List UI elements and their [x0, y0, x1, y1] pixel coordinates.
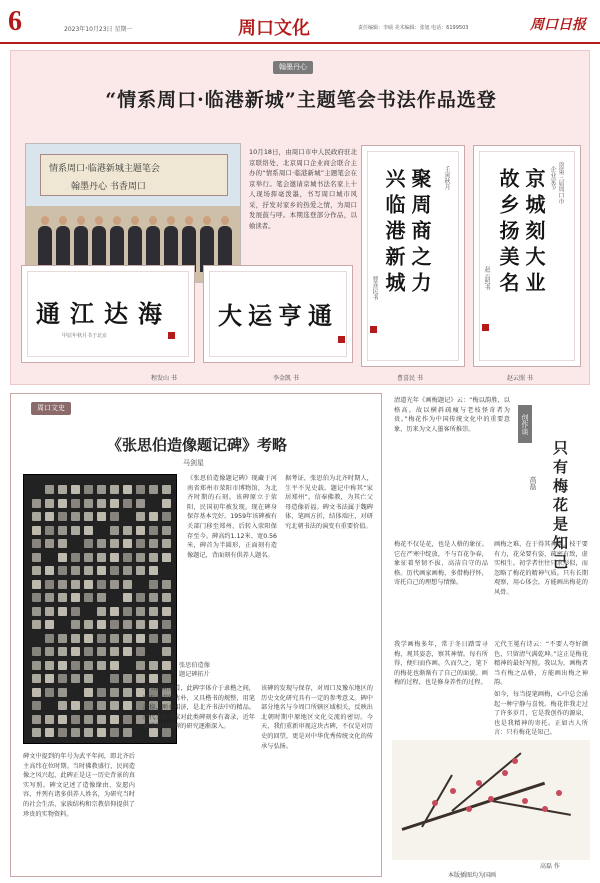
rubbing-glyph	[32, 688, 41, 697]
rubbing-glyph	[84, 485, 93, 494]
rubbing-glyph	[45, 566, 54, 575]
rubbing-glyph	[123, 593, 132, 602]
rubbing-glyph	[97, 620, 106, 629]
rubbing-glyph	[136, 512, 145, 521]
painting-credit: 高磊 作	[540, 863, 560, 870]
rubbing-glyph	[71, 607, 80, 616]
rubbing-glyph	[162, 607, 171, 616]
rubbing-glyph	[110, 634, 119, 643]
feature-tag: 翰墨丹心	[273, 61, 313, 74]
rubbing-glyph	[58, 715, 67, 724]
rubbing-glyph	[97, 647, 106, 656]
rubbing-glyph	[162, 553, 171, 562]
calligraphy-work-zhao	[473, 145, 581, 367]
section-title: 周口文化	[238, 18, 310, 39]
rubbing-glyph	[58, 674, 67, 683]
rubbing-glyph	[110, 485, 119, 494]
rubbing-glyph	[162, 674, 171, 683]
rubbing-glyph	[45, 512, 54, 521]
work-zhao-credit: 赵云照 书	[507, 375, 533, 382]
rubbing-glyph	[58, 539, 67, 548]
essay-paragraph: 《张思伯造像题记碑》现藏于河南省郑州市荥阳市博物馆，为北齐时期的石刻。该碑原立于荥阳，民国初年被发现，现在碑身保存基本完好。1959年该碑被有关部门移至郑州，后转入荥阳保存至今。碑高约1.12米、宽0.56米，碑首为半圆形，正面刻有造像题记，背面刻有供养人题名。	[187, 475, 277, 559]
rubbing-glyph	[58, 728, 67, 737]
rubbing-glyph	[58, 688, 67, 697]
rubbing-glyph	[84, 688, 93, 697]
rubbing-glyph	[97, 634, 106, 643]
plum-blossom-painting	[392, 740, 590, 860]
rubbing-glyph	[162, 499, 171, 508]
calligraphy-work-li	[203, 265, 353, 363]
essay-author: 马剑星	[183, 459, 204, 467]
sidebar-paragraph: 元代王冕有诗云：“不要人夸好颜色，只留清气满乾坤。”这正是梅花精神的最好写照。我以为，画梅者当有梅之品格，方能画出梅之神韵。	[494, 641, 588, 686]
rubbing-glyph	[149, 485, 158, 494]
rubbing-glyph	[32, 674, 41, 683]
rubbing-glyph	[123, 688, 132, 697]
rubbing-glyph	[123, 566, 132, 575]
rubbing-glyph	[32, 499, 41, 508]
seal-icon	[338, 336, 345, 343]
sidebar-title: 只有梅花是知己	[551, 440, 569, 573]
rubbing-glyph	[71, 674, 80, 683]
rubbing-glyph	[110, 539, 119, 548]
rubbing-glyph	[123, 526, 132, 535]
rubbing-glyph	[32, 539, 41, 548]
rubbing-glyph	[58, 701, 67, 710]
rubbing-glyph	[97, 539, 106, 548]
work-zhao-inscription-3: 赵云照书	[483, 266, 490, 290]
sidebar-paragraph: 梅花不仅是花，也是人格的象征。它在严寒中绽放，不与百花争春，象征着坚韧不拔、高洁自守的品格。历代画家画梅，多借梅抒怀，寄托自己的理想与情操。	[394, 541, 488, 587]
publication-date: 2023年10月23日 星期一	[64, 26, 133, 33]
photo-banner-line-2: 翰墨丹心 书香周口	[71, 182, 146, 192]
rubbing-glyph	[84, 715, 93, 724]
rubbing-glyph	[97, 485, 106, 494]
rubbing-glyph	[58, 634, 67, 643]
feature-intro: 10月18日，由周口市中人民政府驻北京联络处、北京周口企业商会联合主办的“情系周口·临港新城”主题笔会在京举行。笔会邀请京城书法名家上十人现场挥毫泼墨，书写周口城市风采，抒发对家乡的热爱之情，为周口发展鼓与呼。本期选登部分作品，以飨读者。	[249, 148, 357, 230]
rubbing-glyph	[97, 688, 106, 697]
rubbing-glyph	[110, 715, 119, 724]
editor-info: 责任编辑：李硕 美术编辑：张旭 电话：6199503	[358, 25, 469, 31]
rubbing-glyph	[71, 485, 80, 494]
sidebar-tag: 创作谈	[518, 405, 532, 443]
essay-block	[10, 393, 382, 877]
rubbing-glyph	[123, 580, 132, 589]
rubbing-glyph	[97, 661, 106, 670]
rubbing-glyph	[136, 634, 145, 643]
rubbing-glyph	[110, 553, 119, 562]
feature-block	[10, 50, 590, 385]
rubbing-glyph	[123, 553, 132, 562]
rubbing-glyph	[45, 607, 54, 616]
rubbing-glyph	[123, 674, 132, 683]
rubbing-glyph	[110, 647, 119, 656]
rubbing-glyph	[71, 526, 80, 535]
essay-paragraph: 据考证，张思伯为北齐时期人，生平不见史载。题记中称其“家居郑州”，信奉佛教，为其亡父母造像祈福。碑文书法属于魏碑体，笔画方折，结体端庄，对研究北朝书法的演变有重要价值。	[285, 475, 373, 530]
rubbing-glyph	[45, 485, 54, 494]
work-cao-inscription-2: 曹喜民书	[371, 276, 378, 300]
rubbing-glyph	[84, 728, 93, 737]
rubbing-glyph	[71, 728, 80, 737]
rubbing-glyph	[149, 512, 158, 521]
rubbing-glyph	[32, 580, 41, 589]
rubbing-glyph	[162, 634, 171, 643]
masthead-rule	[0, 42, 600, 44]
essay-paragraph: 该碑的发现与保存，对周口及豫东地区的历史文化研究具有一定的参考意义。碑中部分地名与今周口所辖区域相关，反映出北朝时期中原地区文化交流的密切。今天，我们重新审视这块古碑，不仅是对历史的回望，更是对中华优秀传统文化的传承与弘扬。	[261, 685, 373, 750]
rubbing-glyph	[32, 526, 41, 535]
rubbing-glyph	[136, 593, 145, 602]
rubbing-glyph	[149, 539, 158, 548]
rubbing-glyph	[71, 715, 80, 724]
rubbing-glyph	[136, 647, 145, 656]
rubbing-glyph	[45, 593, 54, 602]
rubbing-glyph	[162, 647, 171, 656]
rubbing-glyph	[136, 674, 145, 683]
rubbing-glyph	[97, 593, 106, 602]
rubbing-glyph	[71, 647, 80, 656]
rubbing-glyph	[84, 620, 93, 629]
feature-headline: “情系周口·临港新城”主题笔会书法作品选登	[105, 89, 497, 111]
sidebar-paragraph: 我学画梅多年，常于冬日踏雪寻梅，观其姿态，察其神情。每有所得，便归而作画。久而久之，笔下的梅花也渐渐有了自己的面貌。画梅的过程，也是修身养性的过程。	[394, 641, 488, 687]
rubbing-glyph	[45, 580, 54, 589]
rubbing-glyph	[149, 593, 158, 602]
sidebar-paragraph: 画梅之难，在于得其神韵。枝干要有力，花朵要有姿，疏密有致，虚实相生。初学者往往只求形似，而忽略了梅花的精神气质。只有长期观察，用心体会，方能画出梅花的风骨。	[494, 541, 588, 596]
rubbing-glyph	[123, 634, 132, 643]
rubbing-glyph	[58, 526, 67, 535]
rubbing-glyph	[71, 701, 80, 710]
rubbing-glyph	[123, 607, 132, 616]
rubbing-glyph	[123, 620, 132, 629]
rubbing-glyph	[136, 661, 145, 670]
rubbing-glyph	[58, 661, 67, 670]
rubbing-glyph	[45, 539, 54, 548]
work-zhao-line-1: 京城刻大业	[522, 168, 546, 298]
essay-tag: 周口文史	[31, 402, 71, 415]
rubbing-glyph	[149, 526, 158, 535]
rubbing-glyph	[71, 661, 80, 670]
work-cheng-text: 通江达海	[36, 299, 172, 328]
rubbing-glyph	[84, 526, 93, 535]
rubbing-glyph	[58, 580, 67, 589]
rubbing-glyph	[149, 620, 158, 629]
rubbing-glyph	[110, 526, 119, 535]
rubbing-glyph	[149, 634, 158, 643]
rubbing-glyph	[97, 580, 106, 589]
rubbing-glyph	[71, 512, 80, 521]
rubbing-glyph	[58, 499, 67, 508]
rubbing-glyph	[97, 553, 106, 562]
work-cheng-inscription: 甲辰年秋月书于北京	[62, 333, 108, 339]
work-cao-line-2: 兴临港新城	[382, 168, 406, 298]
work-cao-credit: 曹喜民 书	[397, 375, 423, 382]
rubbing-glyph	[123, 499, 132, 508]
rubbing-glyph	[58, 485, 67, 494]
rubbing-glyph	[32, 661, 41, 670]
calligraphy-work-cao	[361, 145, 465, 367]
rubbing-glyph	[136, 485, 145, 494]
rubbing-glyph	[71, 580, 80, 589]
rubbing-caption	[179, 662, 210, 679]
work-li-credit: 李金凯 书	[273, 375, 299, 382]
rubbing-glyph	[110, 728, 119, 737]
work-zhao-line-2: 故乡扬美名	[496, 168, 520, 298]
rubbing-glyph	[136, 539, 145, 548]
rubbing-glyph	[162, 526, 171, 535]
rubbing-glyph	[84, 674, 93, 683]
rubbing-glyph	[97, 607, 106, 616]
rubbing-glyph	[110, 566, 119, 575]
rubbing-glyph	[149, 607, 158, 616]
rubbing-glyph	[32, 701, 41, 710]
page-number: 6	[8, 6, 22, 37]
rubbing-glyph	[136, 566, 145, 575]
work-li-text: 大运亨通	[218, 301, 338, 330]
rubbing-glyph	[58, 512, 67, 521]
rubbing-glyph	[71, 593, 80, 602]
rubbing-glyph	[162, 620, 171, 629]
rubbing-glyph	[162, 661, 171, 670]
rubbing-glyph	[136, 499, 145, 508]
calligraphy-work-cheng	[21, 265, 195, 363]
work-cao-inscription-1: 壬寅秋月	[443, 166, 450, 190]
rubbing-glyph	[71, 553, 80, 562]
rubbing-glyph	[97, 728, 106, 737]
rubbing-glyph	[45, 674, 54, 683]
rubbing-glyph	[136, 526, 145, 535]
sidebar-author: 高磊	[529, 476, 537, 490]
event-photo	[25, 143, 241, 283]
rubbing-glyph	[32, 593, 41, 602]
rubbing-glyph	[71, 620, 80, 629]
rubbing-glyph	[45, 728, 54, 737]
rubbing-glyph	[84, 539, 93, 548]
rubbing-glyph	[149, 580, 158, 589]
rubbing-glyph	[71, 634, 80, 643]
rubbing-glyph	[45, 688, 54, 697]
work-zhao-inscription-2: 企业家节	[549, 166, 556, 190]
rubbing-glyph	[110, 620, 119, 629]
rubbing-glyph	[45, 715, 54, 724]
rubbing-glyph	[32, 647, 41, 656]
rubbing-glyph	[162, 593, 171, 602]
photo-banner	[40, 154, 228, 196]
rubbing-glyph	[97, 715, 106, 724]
rubbing-glyph	[123, 728, 132, 737]
rubbing-glyph	[123, 485, 132, 494]
seal-icon	[168, 332, 175, 339]
seal-icon	[370, 326, 377, 333]
rubbing-glyph	[32, 728, 41, 737]
rubbing-glyph	[162, 539, 171, 548]
rubbing-glyph	[123, 715, 132, 724]
rubbing-glyph	[84, 580, 93, 589]
rubbing-glyph	[110, 512, 119, 521]
work-cao-line-1: 聚周商之力	[408, 168, 432, 298]
rubbing-glyph	[149, 553, 158, 562]
rubbing-glyph	[58, 593, 67, 602]
rubbing-glyph	[97, 566, 106, 575]
rubbing-caption-line-1: 张思伯造像	[179, 662, 210, 669]
rubbing-glyph	[32, 607, 41, 616]
rubbing-glyph	[110, 661, 119, 670]
rubbing-glyph	[45, 634, 54, 643]
rubbing-glyph	[58, 607, 67, 616]
rubbing-glyph	[123, 539, 132, 548]
rubbing-glyph	[71, 566, 80, 575]
rubbing-glyph	[84, 701, 93, 710]
rubbing-glyph	[110, 499, 119, 508]
rubbing-glyph	[45, 647, 54, 656]
rubbing-glyph	[32, 553, 41, 562]
rubbing-glyph	[32, 715, 41, 724]
rubbing-glyph	[84, 566, 93, 575]
rubbing-glyph	[110, 674, 119, 683]
rubbing-glyph	[84, 553, 93, 562]
rubbing-caption-line-2: 题记碑拓片	[179, 670, 210, 678]
footer-credit: 本版插图均为国画	[448, 872, 497, 879]
rubbing-glyph	[58, 566, 67, 575]
rubbing-glyph	[32, 512, 41, 521]
rubbing-glyph	[84, 593, 93, 602]
rubbing-glyph	[45, 620, 54, 629]
rubbing-glyph	[45, 526, 54, 535]
rubbing-glyph	[84, 512, 93, 521]
rubbing-glyph	[136, 620, 145, 629]
rubbing-glyph	[123, 701, 132, 710]
rubbing-glyph	[110, 688, 119, 697]
rubbing-glyph	[84, 634, 93, 643]
rubbing-glyph	[162, 485, 171, 494]
rubbing-glyph	[110, 701, 119, 710]
rubbing-glyph	[97, 512, 106, 521]
rubbing-glyph	[84, 647, 93, 656]
paper-logo: 周口日报	[530, 17, 586, 33]
masthead	[0, 0, 600, 48]
rubbing-glyph	[71, 499, 80, 508]
rubbing-glyph	[149, 661, 158, 670]
rubbing-glyph	[32, 566, 41, 575]
rubbing-glyph	[97, 701, 106, 710]
essay-title: 《张思伯造像题记碑》考略	[106, 436, 287, 454]
essay-paragraph: 从书法角度看，此碑字体介于隶楷之间，既有隶书的古朴，又具楷书的规整，用笔沉稳，刚柔相济，是北齐书法中的精品。清代金石学家对此类碑刻多有著录，近年来学界对该碑的研究逐渐深入。	[143, 685, 255, 731]
rubbing-glyph	[162, 512, 171, 521]
work-cheng-credit: 程发山 书	[151, 375, 177, 382]
rubbing-glyph	[123, 647, 132, 656]
sidebar-paragraph: 如今，每当提笔画梅，心中总会涌起一种宁静与喜悦。梅花伴我走过了许多岁月，它是我创作的源泉，也是我精神的寄托。正如古人所言：只有梅花是知己。	[494, 691, 588, 736]
rubbing-glyph	[58, 553, 67, 562]
essay-paragraph: 碑文中提到的年号为武平年间，即北齐后主高纬在位时期。当时佛教盛行，民间造像之风兴起，此碑正是这一历史背景的真实写照。碑文记述了造像缘由、发愿内容，并列有诸多供养人姓名，为研究当时的社会生活、家族结构和宗教信仰提供了珍贵的实物资料。	[23, 753, 135, 818]
rubbing-glyph	[110, 607, 119, 616]
rubbing-glyph	[149, 566, 158, 575]
rubbing-glyph	[58, 647, 67, 656]
rubbing-glyph	[84, 661, 93, 670]
sidebar-paragraph: 清道光年《画梅题记》云：“梅以韵胜，以格高。故以横斜疏瘦与老枝怪奇者为贵。”梅花作为中国传统文化中的重要意象，历来为文人墨客所推崇。	[394, 397, 510, 433]
rubbing-glyph	[45, 661, 54, 670]
rubbing-glyph	[136, 607, 145, 616]
photo-people	[34, 202, 234, 272]
rubbing-glyph	[84, 499, 93, 508]
seal-icon	[482, 324, 489, 331]
rubbing-glyph	[32, 620, 41, 629]
photo-banner-line-1: 情系周口·临港新城主题笔会	[49, 164, 160, 174]
rubbing-glyph	[136, 553, 145, 562]
rubbing-glyph	[45, 499, 54, 508]
rubbing-glyph	[110, 580, 119, 589]
rubbing-glyph	[97, 499, 106, 508]
rubbing-glyph	[162, 580, 171, 589]
rubbing-glyph	[149, 674, 158, 683]
work-zhao-inscription-1: 贺第三届周口市	[557, 162, 564, 204]
